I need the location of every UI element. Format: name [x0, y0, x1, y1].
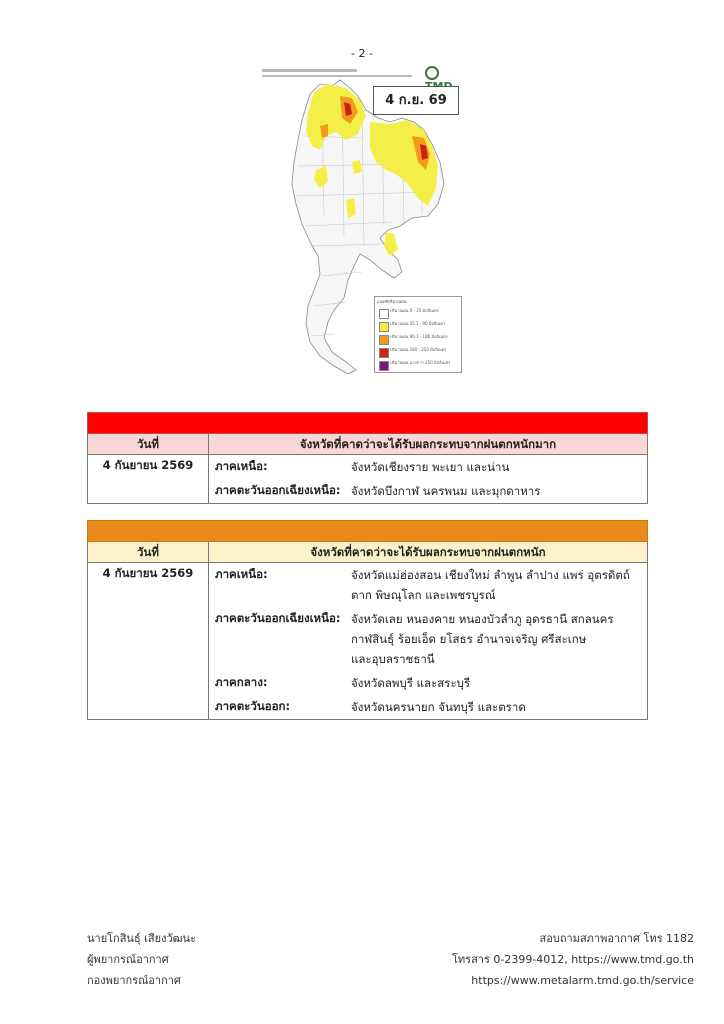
region-label: ภาคตะวันออกเฉียงเหนือ:	[215, 483, 341, 497]
region-row	[215, 563, 639, 607]
province-list: จังหวัดเชียงราย พะเยา และน่าน	[351, 460, 510, 474]
province-list: จังหวัดนครนายก จันทบุรี และตราด	[351, 700, 526, 714]
legend-swatch	[379, 348, 389, 358]
table-row	[88, 563, 648, 720]
date-cell: 4 กันยายน 2569	[88, 455, 209, 504]
map-date-label: 4 ก.ย. 69	[373, 86, 459, 115]
region-label: ภาคตะวันออก:	[215, 699, 291, 713]
rainfall-map	[262, 66, 462, 376]
legend-swatch	[379, 335, 389, 345]
table-row	[88, 455, 648, 504]
forecaster-name: นายโกสินธุ์ เสียงวัฒนะ	[87, 932, 196, 945]
heavy-rain-table	[87, 520, 648, 720]
province-list: จังหวัดลพบุรี และสระบุรี	[351, 676, 471, 690]
page-number: - 2 -	[351, 47, 373, 60]
legend-swatch	[379, 322, 389, 332]
table-header	[88, 542, 648, 563]
region-row	[215, 455, 639, 479]
service-link[interactable]: https://www.metalarm.tmd.go.th/service	[471, 974, 694, 987]
footer-right	[452, 928, 694, 991]
region-label: ภาคเหนือ:	[215, 567, 268, 581]
province-list: จังหวัดบึงกาฬ นครพนม และมุกดาหาร	[351, 484, 541, 498]
very-heavy-rain-table	[87, 412, 648, 504]
column-date-header: วันที่	[88, 434, 209, 455]
fax-text: โทรสาร 0-2399-4012, https://www.tmd.go.th	[452, 953, 694, 966]
region-row	[215, 695, 639, 719]
legend-swatch	[379, 309, 389, 319]
hotline-text: สอบถามสภาพอากาศ โทร 1182	[539, 932, 694, 945]
legend-item: ปริมาณฝน 0 - 35 มิลลิเมตร	[375, 307, 461, 320]
footer-left	[87, 928, 196, 991]
legend-item: ปริมาณฝน มากกว่า 250 มิลลิเมตร	[375, 359, 461, 372]
column-province-header: จังหวัดที่คาดว่าจะได้รับผลกระทบจากฝนตกหนักมาก	[209, 434, 648, 455]
legend-item: ปริมาณฝน 180 - 250 มิลลิเมตร	[375, 346, 461, 359]
province-list: จังหวัดเลย หนองคาย หนองบัวลำภู อุดรธานี สกลนคร กาฬสินธุ์ ร้อยเอ็ด ยโสธร อำนาจเจริญ ศรีสะเกษ และอุบลราชธานี	[351, 612, 614, 666]
table-band	[88, 413, 648, 434]
legend-item: ปริมาณฝน 35.1 - 90 มิลลิเมตร	[375, 320, 461, 333]
date-cell: 4 กันยายน 2569	[88, 563, 209, 720]
forecaster-division: กองพยากรณ์อากาศ	[87, 974, 181, 987]
column-province-header: จังหวัดที่คาดว่าจะได้รับผลกระทบจากฝนตกหนัก	[209, 542, 648, 563]
region-label: ภาคตะวันออกเฉียงเหนือ:	[215, 611, 341, 625]
legend-swatch	[379, 361, 389, 371]
column-date-header: วันที่	[88, 542, 209, 563]
region-row	[215, 479, 639, 503]
region-label: ภาคเหนือ:	[215, 459, 268, 473]
province-list: จังหวัดแม่ฮ่องสอน เชียงใหม่ ลำพูน ลำปาง แพร่ อุตรดิตถ์ ตาก พิษณุโลก และเพชรบูรณ์	[351, 568, 630, 602]
region-row	[215, 671, 639, 695]
table-header	[88, 434, 648, 455]
region-label: ภาคกลาง:	[215, 675, 268, 689]
map-legend	[374, 296, 462, 373]
region-row	[215, 607, 639, 671]
legend-item: ปริมาณฝน 90.1 - 180 มิลลิเมตร	[375, 333, 461, 346]
forecaster-title: ผู้พยากรณ์อากาศ	[87, 953, 169, 966]
legend-title: เกณฑ์ปริมาณฝน	[377, 299, 407, 304]
table-band	[88, 521, 648, 542]
